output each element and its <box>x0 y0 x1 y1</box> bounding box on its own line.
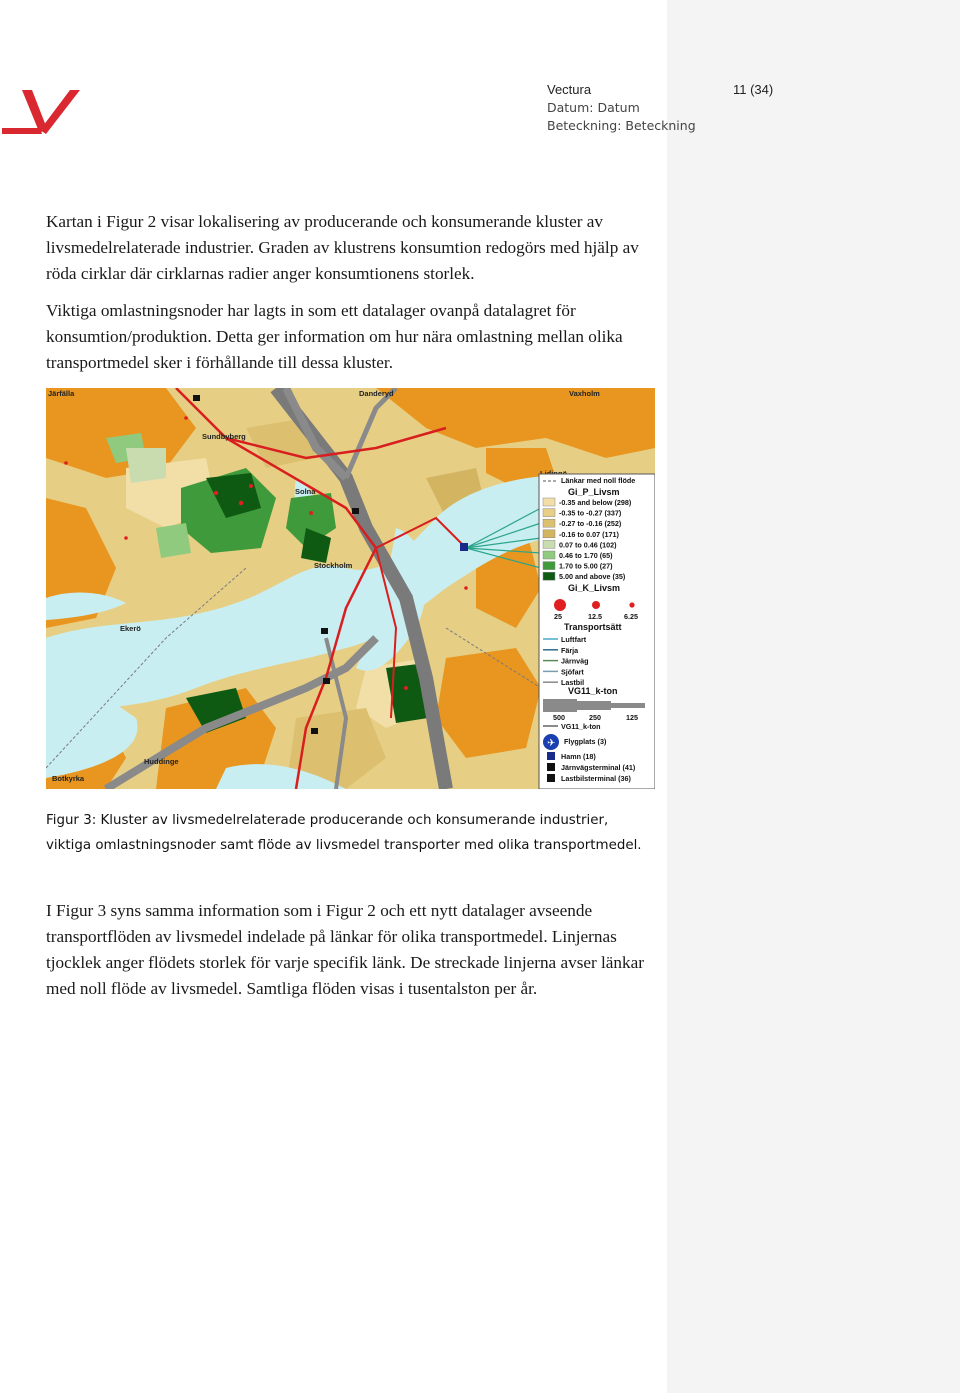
header-date: Datum: Datum <box>547 100 640 115</box>
legend-flow-size-1: 500 <box>553 713 565 722</box>
legend-circle-small <box>629 602 634 607</box>
legend-consumption-title: Gi_K_Livsm <box>568 583 621 593</box>
legend-mode-label: Järnväg <box>561 656 589 666</box>
truck-icon <box>547 774 555 782</box>
legend-mode-label: Färja <box>561 645 579 655</box>
legend-class-swatch <box>543 551 555 559</box>
consumption-circle <box>184 416 188 420</box>
legend-circle-large <box>554 599 566 611</box>
legend-flow-size-2: 250 <box>589 713 601 722</box>
legend-circle-medium <box>592 601 600 609</box>
header-reference: Beteckning: Beteckning <box>547 118 696 133</box>
legend-mode-label: Sjöfart <box>561 667 584 677</box>
place-danderyd: Danderyd <box>359 389 394 398</box>
consumption-circle <box>124 536 128 540</box>
figure-caption: Figur 3: Kluster av livsmedelrelaterade producerande och konsumerande industrier, viktiga omlastningsnoder samt flöde av livsmedel transporter med olika transportmedel. <box>46 813 642 853</box>
legend-class-label: 5.00 and above (35) <box>559 572 626 582</box>
page-number: 11 (34) <box>733 82 774 97</box>
legend-class-swatch <box>543 519 555 527</box>
legend-class-swatch <box>543 572 555 580</box>
legend-class-label: -0.27 to -0.16 (252) <box>559 519 622 529</box>
consumption-circle <box>464 586 468 590</box>
train-terminal-icon <box>323 678 330 684</box>
map-cluster <box>126 448 166 483</box>
legend-transport-title: Transportsätt <box>564 622 622 632</box>
legend-flow-size-3: 125 <box>626 713 638 722</box>
body-paragraph-3: I Figur 3 syns samma information som i Figur 2 och ett nytt datalager avseende transportflöden av livsmedel indelade på länkar för olika transportmedel. Linjernas tjocklek anger flödets storlek för varje specifik länk. De streckade linjerna avser länkar med noll flöde av livsmedel. Samtliga flöden visas i tusentalston per år. <box>46 901 644 998</box>
legend-node-harbour: Hamn (18) <box>561 752 596 761</box>
train-terminal-icon <box>193 395 200 401</box>
place-ekero: Ekerö <box>120 624 141 633</box>
legend-node-rail-terminal: Järnvägsterminal (41) <box>561 763 636 772</box>
legend-zero-flow: Länkar med noll flöde <box>561 476 636 485</box>
legend-class-label: 1.70 to 5.00 (27) <box>559 561 613 571</box>
legend-mode-label: Luftfart <box>561 635 587 644</box>
legend-class-label: -0.35 to -0.27 (337) <box>559 508 622 518</box>
consumption-circle <box>249 484 253 488</box>
legend-class-swatch <box>543 562 555 570</box>
legend-size-1: 25 <box>554 612 562 621</box>
legend-class-label: 0.07 to 0.46 (102) <box>559 540 617 550</box>
header-company: Vectura <box>547 82 592 97</box>
train-icon <box>547 763 555 771</box>
consumption-circle <box>214 491 218 495</box>
legend-flow-item: VG11_k-ton <box>561 722 601 731</box>
margin-strip <box>667 0 960 1393</box>
truck-terminal-icon <box>321 628 328 634</box>
legend-class-label: -0.35 and below (298) <box>559 498 632 507</box>
legend-flow-bar-large <box>543 699 577 712</box>
place-stockholm: Stockholm <box>314 561 353 570</box>
legend-class-swatch <box>543 498 555 506</box>
map-legend <box>539 474 655 789</box>
body-paragraph-2: Viktiga omlastningsnoder har lagts in som ett datalager ovanpå datalagret för konsumtion/produktion. Detta ger information om hur nära omlastning mellan olika transportmedel sker i förhållande till dessa kluster. <box>46 301 623 372</box>
consumption-circle <box>404 686 408 690</box>
svg-text:✈: ✈ <box>547 738 556 749</box>
consumption-circle <box>239 501 243 505</box>
place-jarfalla: Järfälla <box>48 389 75 398</box>
legend-size-3: 6.25 <box>624 612 638 621</box>
consumption-circle <box>64 461 68 465</box>
place-huddinge: Huddinge <box>144 757 179 766</box>
vectura-logo-icon <box>2 86 82 136</box>
ship-icon <box>547 752 555 760</box>
place-solna: Solna <box>295 487 316 496</box>
legend-production-title: Gi_P_Livsm <box>568 487 620 497</box>
ship-terminal-icon <box>460 543 468 551</box>
truck-terminal-icon <box>311 728 318 734</box>
legend-class-label: 0.46 to 1.70 (65) <box>559 551 613 560</box>
legend-size-2: 12.5 <box>588 612 602 621</box>
cluster-map <box>46 388 655 789</box>
legend-class-swatch <box>543 540 555 548</box>
legend-mode-label: Lastbil <box>561 678 585 688</box>
train-terminal-icon <box>352 508 359 514</box>
legend-flow-bar-small <box>611 703 645 708</box>
map-cluster <box>156 523 191 558</box>
legend-node-truck-terminal: Lastbilsterminal (36) <box>561 774 631 783</box>
legend-flow-bar-medium <box>577 701 611 710</box>
legend-class-swatch <box>543 509 555 517</box>
body-paragraph-1: Kartan i Figur 2 visar lokalisering av producerande och konsumerande kluster av livsmedelrelaterade industrier. Graden av klustrens konsumtion redogörs med hjälp av röda cirklar där cirklarnas radier anger konsumtionens storlek. <box>46 212 639 283</box>
place-sundbyberg: Sundbyberg <box>202 432 246 441</box>
place-vaxholm: Vaxholm <box>569 389 600 398</box>
legend-flow-title: VG11_k-ton <box>568 686 618 696</box>
consumption-circle <box>309 511 313 515</box>
place-botkyrka: Botkyrka <box>52 774 85 783</box>
legend-node-airport: Flygplats (3) <box>564 737 607 746</box>
legend-class-swatch <box>543 530 555 538</box>
legend-class-label: -0.16 to 0.07 (171) <box>559 529 619 539</box>
